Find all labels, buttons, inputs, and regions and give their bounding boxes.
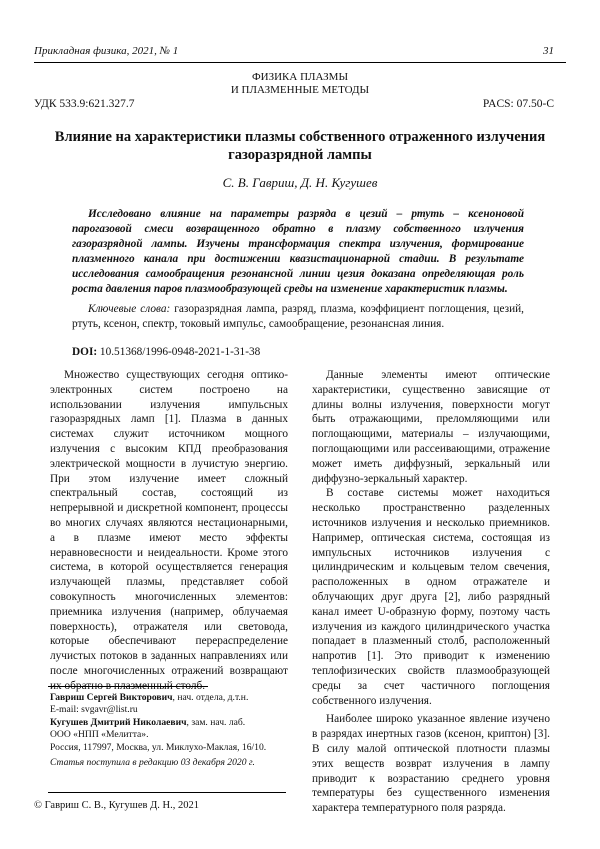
address: Россия, 117997, Москва, ул. Миклухо-Маклая, 16/10. <box>50 741 267 753</box>
section-line-2: И ПЛАЗМЕННЫЕ МЕТОДЫ <box>230 84 370 96</box>
copyright-divider <box>48 792 286 793</box>
header-divider <box>34 62 566 63</box>
body-column-right <box>312 368 550 816</box>
section-line-1: ФИЗИКА ПЛАЗМЫ <box>251 71 349 83</box>
author2-name: Кугушев Дмитрий Николаевич <box>50 716 187 728</box>
author-footnotes <box>50 692 310 769</box>
body-column-left <box>50 368 288 694</box>
author2-line <box>50 717 310 729</box>
body-paragraph: Наиболее широко указанное явление изучено в разрядах инертных газов (ксенон, криптон) [3]. В силу малой оптической плотности плазмы этих веществ возврат излучения в лампу приводит к возрастанию среднего уровня температуры без существенного изменения характера температурного поля разряда. <box>312 713 550 815</box>
journal-header: Прикладная физика, 2021, № 1 <box>34 45 179 57</box>
body-paragraph: Данные элементы имеют оптические характеристики, существенно зависящие от длины волны излучения, поверхности могут быть отражающими, преломляющими или поглощающими, материалы – излучающими, поглощающими или рассеивающими, отражение может иметь диффузный, зеркальный или диффузно-зеркальный характер. <box>312 369 550 485</box>
author1-name: Гавриш Сергей Викторович <box>50 692 173 703</box>
udk-code: УДК 533.9:621.327.7 <box>34 98 135 110</box>
copyright: © Гавриш С. В., Кугушев Д. Н., 2021 <box>34 800 199 811</box>
received-date: Статья поступила в редакцию 03 декабря 2020 г. <box>50 757 255 769</box>
author1-role: , нач. отдела, д.т.н. <box>172 692 249 703</box>
article-title: Влияние на характеристики плазмы собственного отраженного излучения газоразрядной лампы <box>54 129 546 163</box>
body-paragraph: Множество существующих сегодня оптико-электронных систем построено на использовании излучения импульсных газоразрядных ламп [1]. Плазма в данных системах служит источником мощного излучения с высоким КПД преобразования электрической мощности в лучистую энергию. При этом излучение имеет сложный спектральный состав, состоящий из непрерывной и дискретной компонент, процессы во многих случаях являются нестационарными, а в плазме имеют место эффекты неравновесности и неидеальности. Кроме этого система, в которой осуществляется генерация излучающей плазмы, представляет собой совокупность многочисленных элементов: приемника излучения (например, облучаемая поверхность), отражателя или световода, которые обеспечивают перераспределение лучистых потоков в заданных направлениях или после многочисленных отражений возвращают их обратно в плазменный столб. <box>50 369 288 692</box>
pacs-code: PACS: 07.50-C <box>482 98 554 110</box>
doi-label: DOI: <box>72 346 98 358</box>
doi-value: 10.51368/1996-0948-2021-1-31-38 <box>97 346 261 358</box>
body-paragraph: В составе системы может находиться несколько пространственно разделенных источников излучения и несколько приемников. Например, оптическая система, состоящая из импульсных источников излучения с цилиндрическим и кольцевым телом свечения, расположенных в одном отражателе и облучающих друг друга [2], либо разрядный канал имеет U-образную форму, поэтому часть излучения из каждого цилиндрического участка попадает в плазменный столб, расположенный напротив [1]. Это приводит к изменению теплофизических свойств плазмообразующей среды за счет частичного поглощения собственного излучения. <box>312 487 550 707</box>
section-heading <box>0 71 600 97</box>
article-authors: С. В. Гавриш, Д. Н. Кугушев <box>222 175 378 190</box>
keywords-label: Ключевые слова: <box>88 303 171 315</box>
author1-email: E-mail: svgavr@list.ru <box>50 704 138 716</box>
doi <box>72 346 260 358</box>
keywords-text: газоразрядная лампа, разряд, плазма, коэффициент поглощения, цезий, ртуть, ксенон, спектр, токовый импульс, самообращение, резонансная линия. <box>72 303 524 330</box>
author1-line <box>50 692 310 704</box>
keywords <box>72 302 524 332</box>
footnote-divider <box>48 686 208 687</box>
page-number: 31 <box>543 45 554 57</box>
organization: ООО «НПП «Мелитта». <box>50 729 149 741</box>
abstract: Исследовано влияние на параметры разряда в цезий – ртуть – ксеноновой парогазовой смеси возвращенного обратно в плазму собственного излучения газоразрядной лампы. Изучены трансформация спектра излучения, формирование плазменного канала при достижении квазистационарной стадии. В результате исследования самообращения резонансной линии цезия доказана определяющая роль роста давления паров плазмообразующей среды на изменение характеристик плазмы. <box>72 208 524 295</box>
author2-role: , зам. нач. лаб. <box>186 716 246 728</box>
